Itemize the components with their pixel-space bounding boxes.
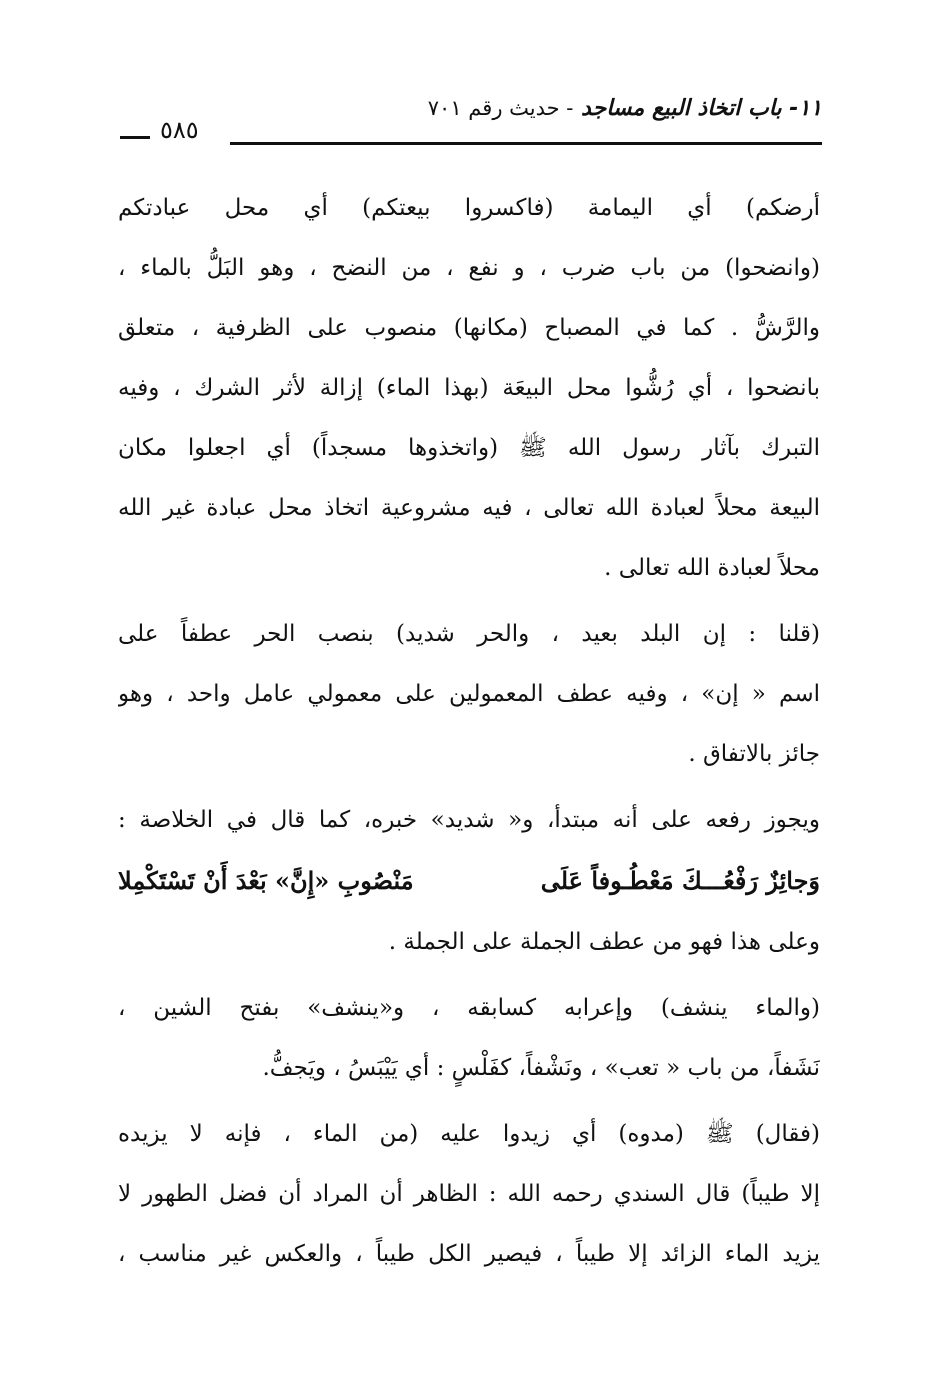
text-line: التبرك بآثار رسول الله ﷺ (واتخذوها مسجداً) أي اجعلوا مكان [118,435,820,461]
text-line: البيعة محلاً لعبادة الله تعالى ، فيه مشروعية اتخاذ محل عبادة غير الله [118,495,820,521]
running-title [428,96,822,121]
page-number-dash [120,136,150,139]
text-line: والرَّشُّ . كما في المصباح (مكانها) منصوب على الظرفية ، متعلق [118,315,820,341]
page-number: ٥٨٥ [160,116,199,144]
text-line: (والماء ينشف) وإعرابه كسابقه ، و«ينشف» بفتح الشين ، [118,995,820,1021]
text-line: بانضحوا ، أي رُشُّوا محل البيعَة (بهذا الماء) إزالة لأثر الشرك ، وفيه [118,375,820,401]
text-line: ويجوز رفعه على أنه مبتدأ، و« شديد» خبره، كما قال في الخلاصة : [118,807,820,833]
text-line: نَشَفاً، من باب « تعب» ، ونَشْفاً، كفَلْسٍ : أي يَيْبَسُ ، ويَجفُّ. [262,1055,820,1081]
text-line: جائز بالاتفاق . [688,741,820,767]
text-line: محلاً لعبادة الله تعالى . [604,555,820,581]
verse-hemistich-second: مَنْصُوبِ «إِنَّ» بَعْدَ أَنْ تَسْتَكْمِلا [118,866,414,895]
body-text [118,178,820,1284]
text-line: إلا طيباً) قال السندي رحمه الله : الظاهر أن المراد أن فضل الطهور لا [118,1181,820,1207]
text-line: (فقال) ﷺ (مدوه) أي زيدوا عليه (من الماء ، فإنه لا يزيده [118,1121,820,1147]
header-rule [230,142,822,145]
text-line: اسم « إن» ، وفيه عطف المعمولين على معمولي عامل واحد ، وهو [118,681,820,707]
text-line: يزيد الماء الزائد إلا طيباً ، فيصير الكل طيباً ، والعكس غير مناسب ، [118,1241,820,1267]
chapter-title: ١١- باب اتخاذ البيع مساجد [581,96,822,121]
text-line: (قلنا : إن البلد بعيد ، والحر شديد) بنصب الحر عطفاً على [118,621,820,647]
verse-hemistich-first: وَجائِزٌ رَفْعُـــكَ مَعْطُـوفاً عَلَى [540,866,820,895]
text-line: (وانضحوا) من باب ضرب ، و نفع ، من النضح ، وهو البَلُّ بالماء ، [118,255,820,281]
text-line: وعلى هذا فهو من عطف الجملة على الجملة . [388,929,820,955]
page-header [120,96,822,156]
text-line: أرضكم) أي اليمامة (فاكسروا بيعتكم) أي محل عبادتكم [118,195,820,221]
hadith-number: - حديث رقم ٧٠١ [427,96,574,120]
poetry-verse [118,850,820,912]
